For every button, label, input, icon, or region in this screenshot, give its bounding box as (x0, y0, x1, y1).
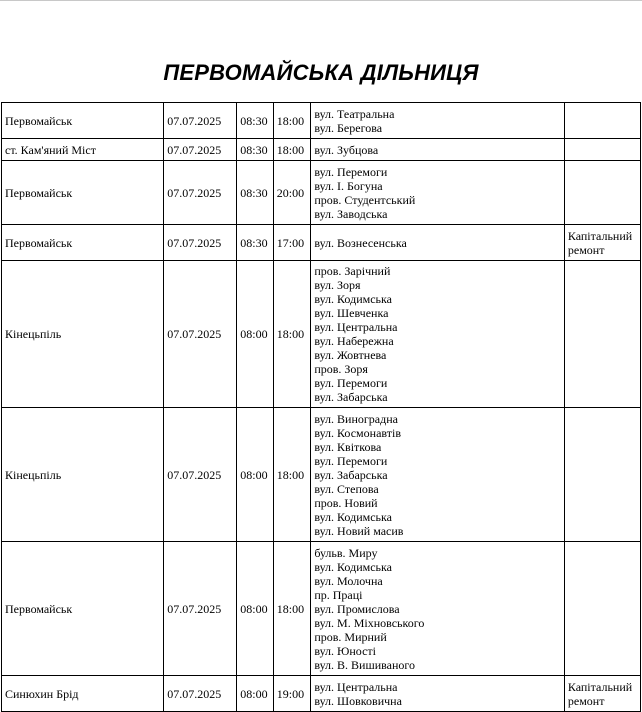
date-cell: 07.07.2025 (164, 676, 237, 712)
table-row (2, 408, 641, 542)
streets-cell (311, 161, 565, 225)
streets-cell (311, 676, 565, 712)
street-name: вул. Вознесенська (314, 235, 407, 250)
settlement-cell: Первомайськ (2, 225, 164, 261)
street-name: вул. Перемоги (314, 376, 388, 390)
street-name: вул. Перемоги (314, 164, 388, 179)
street-name: бульв. Миру (314, 545, 378, 560)
note-cell (564, 161, 640, 225)
street-name: вул. М. Міхновського (314, 615, 425, 630)
end-time-cell: 17:00 (273, 225, 311, 261)
table-row (2, 161, 641, 225)
note-cell (564, 408, 640, 542)
street-name: вул. Юності (314, 643, 376, 658)
street-name: вул. І. Богуна (314, 178, 383, 193)
schedule-body (2, 103, 641, 712)
street-name: вул. Театральна (314, 106, 395, 121)
table-row (2, 103, 641, 139)
end-time-cell: 18:00 (273, 261, 311, 408)
street-name: вул. Кодимська (314, 509, 392, 524)
end-time-cell: 18:00 (273, 542, 311, 676)
outage-schedule-table (1, 102, 641, 712)
date-cell: 07.07.2025 (164, 103, 237, 139)
start-time-cell: 08:30 (237, 225, 274, 261)
street-name: вул. Жовтнева (314, 348, 387, 362)
street-name: вул. Квіткова (314, 439, 382, 454)
settlement-cell: Кінецьпіль (2, 261, 164, 408)
end-time-cell: 18:00 (273, 139, 311, 161)
street-name: вул. Центральна (314, 320, 398, 334)
start-time-cell: 08:30 (237, 161, 274, 225)
table-row (2, 261, 641, 408)
table-row (2, 225, 641, 261)
street-name: вул. Кодимська (314, 559, 392, 574)
date-cell: 07.07.2025 (164, 408, 237, 542)
table-row (2, 542, 641, 676)
street-name: вул. Забарська (314, 467, 388, 482)
start-time-cell: 08:00 (237, 676, 274, 712)
settlement-cell: ст. Кам'яний Міст (2, 139, 164, 161)
streets-cell (311, 542, 565, 676)
note-cell: Капітальний ремонт (564, 676, 640, 712)
top-divider (0, 0, 642, 1)
street-name: вул. Перемоги (314, 453, 388, 468)
date-cell: 07.07.2025 (164, 225, 237, 261)
table-row (2, 139, 641, 161)
end-time-cell: 19:00 (273, 676, 311, 712)
settlement-cell: Кінецьпіль (2, 408, 164, 542)
street-name: вул. Центральна (314, 679, 398, 694)
street-name: вул. В. Вишиваного (314, 657, 415, 672)
street-name: пр. Праці (314, 587, 363, 602)
street-name: вул. Забарська (314, 390, 388, 404)
street-name: вул. Молочна (314, 573, 383, 588)
streets-cell (311, 225, 565, 261)
note-cell (564, 542, 640, 676)
settlement-cell: Первомайськ (2, 103, 164, 139)
street-name: вул. Виноградна (314, 411, 398, 426)
settlement-cell: Первомайськ (2, 542, 164, 676)
streets-cell (311, 103, 565, 139)
start-time-cell: 08:00 (237, 261, 274, 408)
street-name: пров. Студентський (314, 192, 416, 207)
streets-cell (311, 139, 565, 161)
street-name: пров. Зарічний (314, 264, 391, 278)
street-name: вул. Заводська (314, 206, 388, 221)
date-cell: 07.07.2025 (164, 542, 237, 676)
street-name: вул. Зубцова (314, 142, 379, 157)
end-time-cell: 18:00 (273, 408, 311, 542)
end-time-cell: 20:00 (273, 161, 311, 225)
start-time-cell: 08:30 (237, 139, 274, 161)
note-cell (564, 139, 640, 161)
end-time-cell: 18:00 (273, 103, 311, 139)
street-name: вул. Степова (314, 481, 379, 496)
table-row (2, 676, 641, 712)
date-cell: 07.07.2025 (164, 139, 237, 161)
street-name: вул. Новий масив (314, 523, 404, 538)
street-name: вул. Берегова (314, 120, 383, 135)
start-time-cell: 08:00 (237, 542, 274, 676)
street-name: вул. Зоря (314, 278, 361, 292)
street-name: вул. Промислова (314, 601, 400, 616)
street-name: вул. Шевченка (314, 306, 389, 320)
streets-cell (311, 261, 565, 408)
date-cell: 07.07.2025 (164, 261, 237, 408)
note-cell (564, 261, 640, 408)
start-time-cell: 08:00 (237, 408, 274, 542)
street-name: вул. Набережна (314, 334, 394, 348)
settlement-cell: Первомайськ (2, 161, 164, 225)
note-cell: Капітальний ремонт (564, 225, 640, 261)
street-name: пров. Зоря (314, 362, 368, 376)
note-cell (564, 103, 640, 139)
street-name: вул. Шовковична (314, 693, 402, 708)
page-title: ПЕРВОМАЙСЬКА ДІЛЬНИЦЯ (163, 60, 479, 85)
streets-cell (311, 408, 565, 542)
street-name: вул. Космонавтів (314, 425, 402, 440)
date-cell: 07.07.2025 (164, 161, 237, 225)
start-time-cell: 08:30 (237, 103, 274, 139)
settlement-cell: Синюхин Брід (2, 676, 164, 712)
street-name: вул. Кодимська (314, 292, 392, 306)
street-name: пров. Мирний (314, 629, 387, 644)
street-name: пров. Новий (314, 495, 378, 510)
